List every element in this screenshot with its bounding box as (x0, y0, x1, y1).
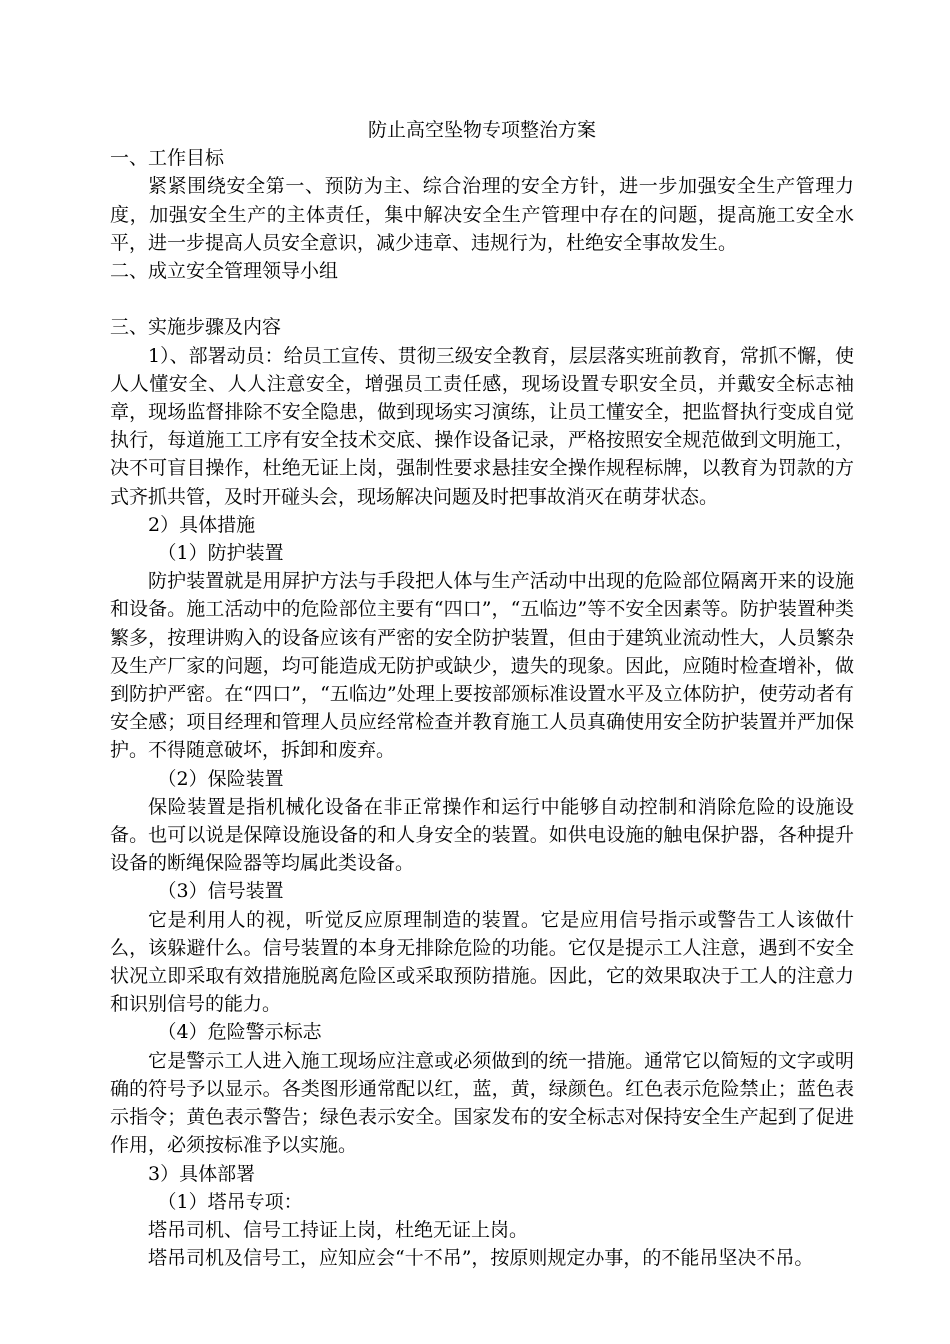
paragraph-tower-crane-2: 塔吊司机及信号工，应知应会“十不吊”，按原则规定办事，的不能吊坚决不吊。 (148, 1247, 814, 1270)
subheading-tower-crane: （1）塔吊专项： (157, 1190, 303, 1213)
subheading-deployment: 3）具体部署 (148, 1162, 256, 1185)
blank-line (110, 285, 854, 313)
paragraph-goals: 紧紧围绕安全第一、预防为主、综合治理的安全方针，进一步加强安全生产管理力度，加强安全生产的主体责任，集中解决安全生产管理中存在的问题，提高施工安全水平，进一步提高人员安全意识，减少违章、违规行为，杜绝安全事故发生。 (110, 175, 854, 254)
paragraph-tower-crane-1: 塔吊司机、信号工持证上岗，杜绝无证上岗。 (148, 1218, 529, 1241)
section-heading-leadership-group: 二、成立安全管理领导小组 (110, 260, 339, 283)
paragraph-signal-devices: 它是利用人的视，听觉反应原理制造的装置。它是应用信号指示或警告工人该做什么，该躲避什么。信号装置的本身无排除危险的功能。它仅是提示工人注意，遇到不安全状况立即采取有效措施脱离危险区或采取预防措施。因此，它的效果取决于工人的注意力和识别信号的能力。 (110, 908, 854, 1016)
document-title: 防止高空坠物专项整治方案 (367, 119, 596, 141)
paragraph-safety-devices: 保险装置是指机械化设备在非正常操作和运行中能够自动控制和消除危险的设施设备。也可以说是保障设施设备的和人身安全的装置。如供电设施的触电保护器，各种提升设备的断绳保险器等均属此类设备。 (110, 795, 854, 875)
document-page (110, 116, 854, 1272)
subheading-protective-devices: （1）防护装置 (157, 542, 284, 565)
paragraph-protective-devices: 防护装置就是用屏护方法与手段把人体与生产活动中出现的危险部位隔离开来的设施和设备。施工活动中的危险部位主要有“四口”，“五临边”等不安全因素等。防护装置种类繁多，按理讲购入的设备应该有严密的安全防护装置，但由于建筑业流动性大，人员繁杂及生产厂家的问题，均可能造成无防护或缺少，遗失的现象。因此，应随时检查增补，做到防护严密。在“四口”，“五临边”处理上要按部颁标准设置水平及立体防护，使劳动者有安全感；项目经理和管理人员应经常检查并教育施工人员真确使用安全防护装置并严加保护。不得随意破坏，拆卸和废弃。 (110, 570, 854, 762)
section-heading-goals: 一、工作目标 (110, 147, 225, 170)
paragraph-mobilization: 1）、部署动员：给员工宣传、贯彻三级安全教育，层层落实班前教育，常抓不懈，使人人懂安全、人人注意安全，增强员工责任感，现场设置专职安全员，并戴安全标志袖章，现场监督排除不安全隐患，做到现场实习演练，让员工懂安全，把监督执行变成自觉执行，每道施工工序有安全技术交底、操作设备记录，严格按照安全规范做到文明施工，决不可盲目操作，杜绝无证上岗，强制性要求悬挂安全操作规程标牌，以教育为罚款的方式齐抓共管，及时开碰头会，现场解决问题及时把事故消灭在萌芽状态。 (110, 344, 854, 508)
subheading-measures: 2）具体措施 (148, 513, 256, 536)
paragraph-warning-signs: 它是警示工人进入施工现场应注意或必须做到的统一措施。通常它以简短的文字或明确的符号予以显示。各类图形通常配以红，蓝，黄，绿颜色。红色表示危险禁止；蓝色表示指令；黄色表示警告；绿色表示安全。国家发布的安全标志对保持安全生产起到了促进作用，必须按标准予以实施。 (110, 1049, 854, 1157)
subheading-warning-signs: （4）危险警示标志 (157, 1021, 322, 1044)
subheading-signal-devices: （3）信号装置 (157, 880, 284, 903)
subheading-safety-devices: （2）保险装置 (157, 767, 284, 790)
section-heading-steps: 三、实施步骤及内容 (110, 316, 282, 339)
